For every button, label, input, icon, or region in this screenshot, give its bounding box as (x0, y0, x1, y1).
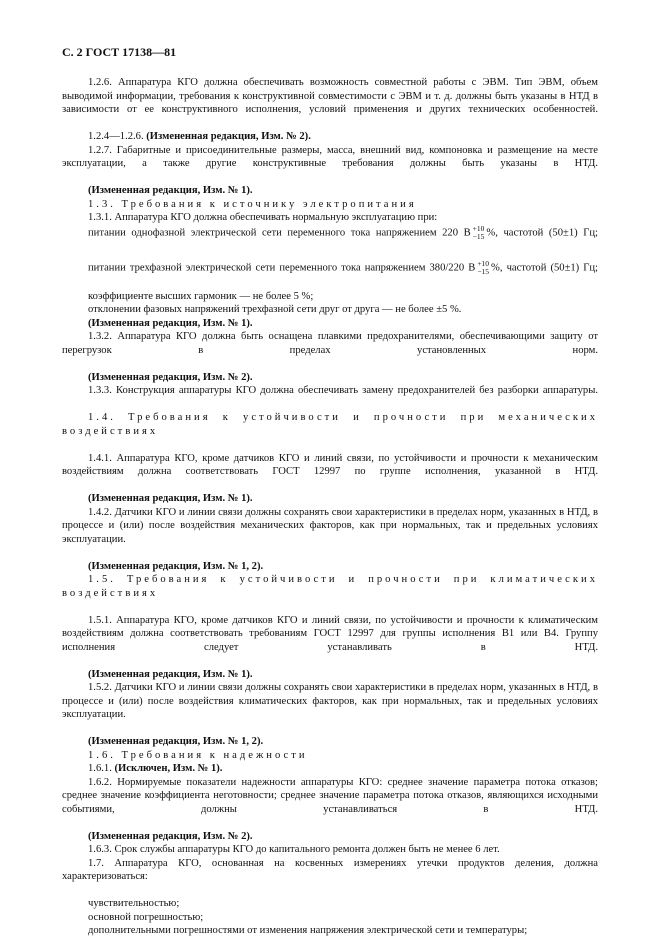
clause-1-7: 1.7. Аппаратура КГО, основанная на косвенных измерениях утечки продуктов деления, должна характеризоваться: (62, 857, 598, 882)
excluded-note: (Исключен, Изм. № 1). (114, 763, 223, 774)
revision-note-text: (Измененная редакция, Изм. № 2). (146, 131, 311, 142)
characteristic-item: чувствительностью; (88, 898, 180, 909)
tolerance-minus: −15 (472, 231, 485, 241)
three-phase-text: питании трехфазной электрической сети переменного тока напряжением 380/220 В (88, 262, 476, 274)
tolerance-plus: +10 (472, 223, 485, 233)
revision-note: (Измененная редакция, Изм. № 1). (88, 493, 253, 504)
voltage-tolerance (477, 260, 489, 276)
clause-1-4-1: 1.4.1. Аппаратура КГО, кроме датчиков КГО и линий связи, по устойчивости и прочности к механическим воздействиям должна соответствовать ГОСТ 12997 по группе исполнения, указанной в НТД. (62, 452, 598, 477)
single-phase-text: питании однофазной электрической сети переменного тока напряжением 220 В (88, 226, 471, 238)
characteristic-item: дополнительными погрешностями от изменения напряжения электрической сети и температуры; (88, 925, 528, 936)
clause-1-5-1: 1.5.1. Аппаратура КГО, кроме датчиков КГО и линий связи, по устойчивости и прочности к климатическим воздействиям должна соответствовать требованиям ГОСТ 12997 для группы исполнения В1 или В4. Группу исполнения следует устанавливать в НТД. (62, 614, 598, 653)
section-heading-1-4: 1.4. Требования к устойчивости и прочности при механических воздействиях (62, 412, 598, 437)
revision-note: (Измененная редакция, Изм. № 1). (88, 317, 253, 329)
revision-note: (Измененная редакция, Изм. № 1). (88, 185, 253, 196)
revision-note: (Измененная редакция, Изм. № 1, 2). (88, 736, 264, 747)
harmonics-item: коэффициенте высших гармоник — не более 5 %; (88, 290, 314, 302)
revision-note: (Измененная редакция, Изм. № 2). (88, 371, 253, 383)
clause-1-6-3: 1.6.3. Срок службы аппаратуры КГО до капитального ремонта должен быть не менее 6 лет. (88, 844, 500, 855)
revision-note (62, 130, 598, 144)
three-phase-text-end: %, частотой (50±1) Гц; (491, 262, 598, 274)
page-header: С. 2 ГОСТ 17138—81 (62, 45, 177, 59)
voltage-tolerance (473, 225, 485, 241)
clause-number: 1.6.1. (88, 763, 112, 774)
revision-note: (Измененная редакция, Изм. № 1, 2). (88, 560, 264, 572)
section-heading-1-5: 1.5. Требования к устойчивости и прочности при климатических воздействиях (62, 574, 598, 599)
tolerance-minus: −15 (477, 267, 490, 276)
revision-note: (Измененная редакция, Изм. № 2). (88, 830, 253, 842)
clause-1-6-1 (62, 762, 598, 776)
phase-deviation-item: отклонении фазовых напряжений трехфазной сети друг от друга — не более ±5 %. (88, 304, 462, 315)
clause-1-3-2: 1.3.2. Аппаратура КГО должна быть оснащена плавкими предохранителями, обеспечивающими защиту от перегрузок в пределах установленных норм. (62, 331, 598, 356)
clause-1-6-2: 1.6.2. Нормируемые показатели надежности аппаратуры КГО: среднее значение параметра потока отказов; среднее значение коэффициента неготовности; среднее значение параметра потока отказов, являющихся исходными событиями, должны устанавливаться в НТД. (62, 776, 598, 815)
tolerance-plus: +10 (477, 259, 490, 268)
three-phase-supply (62, 260, 598, 290)
clause-1-4-2: 1.4.2. Датчики КГО и линии связи должны сохранять свои характеристики в пределах норм, указанных в НТД, в процессе и (или) после воздействия механических факторов, как при нормальных, так и предельных условиях эксплуатации. (62, 506, 598, 545)
clause-1-5-2: 1.5.2. Датчики КГО и линии связи должны сохранять свои характеристики в пределах норм, указанных в НТД, в процессе и (или) после воздействия климатических факторов, как при нормальных, так и предельных условиях эксплуатации. (62, 682, 598, 720)
clause-range: 1.2.4—1.2.6. (88, 131, 144, 142)
clause-1-2-7: 1.2.7. Габаритные и присоединительные размеры, масса, внешний вид, компоновка и размещение на месте эксплуатации, а также другие конструктивные требования должны быть указаны в НТД. (62, 144, 598, 169)
clause-1-3-1: 1.3.1. Аппаратура КГО должна обеспечивать нормальную эксплуатацию при: (88, 212, 438, 223)
clause-1-3-3: 1.3.3. Конструкция аппаратуры КГО должна обеспечивать замену предохранителей без разборки аппаратуры. (88, 385, 598, 396)
section-heading-1-3: 1.3. Требования к источнику электропитания (88, 198, 417, 210)
clause-1-2-6: 1.2.6. Аппаратура КГО должна обеспечивать возможность совместной работы с ЭВМ. Тип ЭВМ, объем выводимой информации, требования к конструктивной совместимости с ЭВМ и т. д. должны быть указаны в НТД в зависимости от ее конструктивного исполнения, условий применения и других технических особенностей. (62, 77, 598, 115)
document-body (62, 76, 598, 938)
section-heading-1-6: 1.6. Требования к надежности (88, 749, 308, 761)
characteristic-item: основной погрешностью; (88, 911, 204, 923)
single-phase-supply (62, 225, 598, 255)
revision-note: (Измененная редакция, Изм. № 1). (88, 668, 253, 680)
single-phase-text-end: %, частотой (50±1) Гц; (486, 226, 598, 238)
